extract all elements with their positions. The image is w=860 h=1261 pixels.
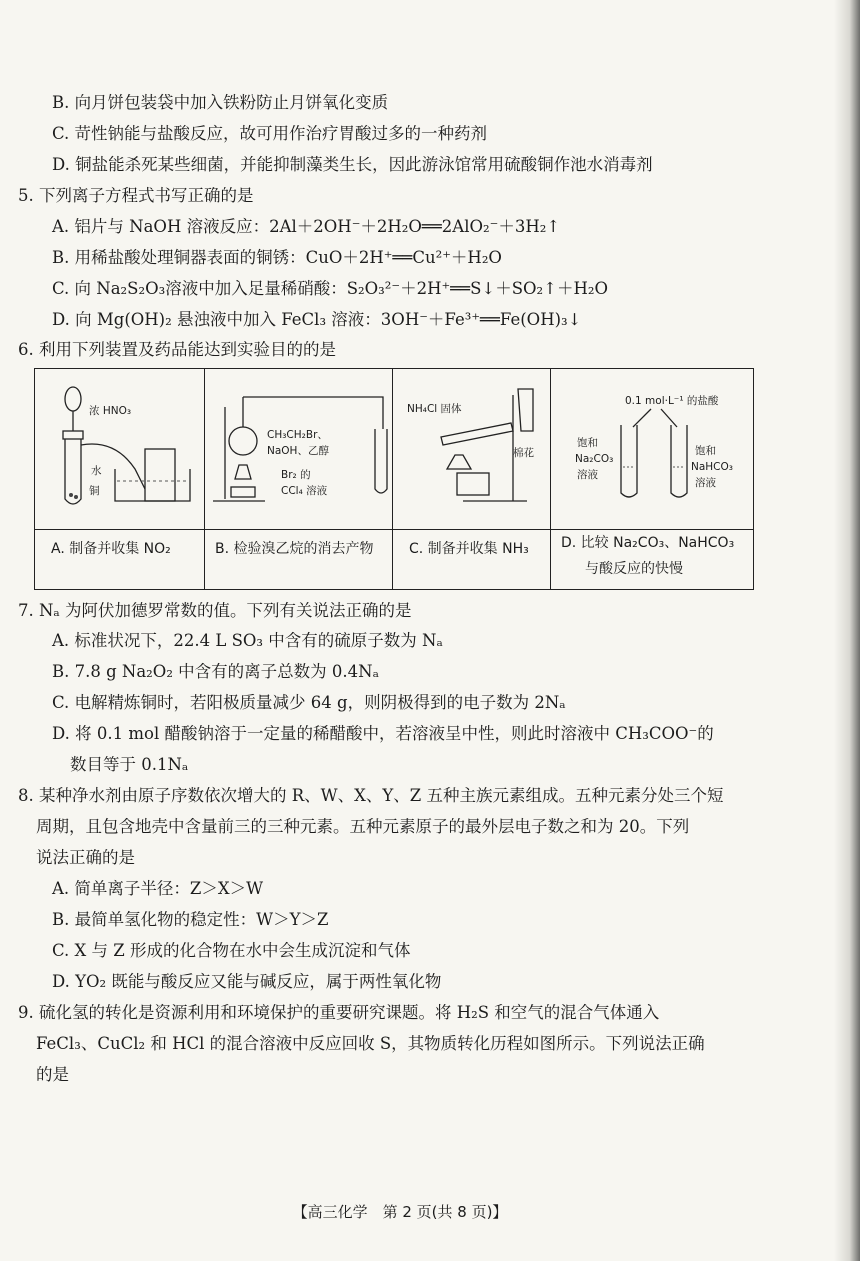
question-7-stem: 7. Nₐ 为阿伏加德罗常数的值。下列有关说法正确的是 xyxy=(18,601,412,620)
apparatus-table xyxy=(34,368,754,590)
label-conc-nitric-acid: 浓 HNO₃ xyxy=(89,405,132,417)
scan-edge-shadow xyxy=(834,0,860,1261)
q8-option-a: A. 简单离子半径：Z＞X＞W xyxy=(52,879,264,898)
label-hydrochloric-acid: 0.1 mol·L⁻¹ 的盐酸 xyxy=(625,395,719,407)
apparatus-a-drawing xyxy=(35,369,205,529)
caption-divider xyxy=(35,529,753,530)
question-9-stem-line3: 的是 xyxy=(36,1065,69,1084)
question-9-stem-line1: 9. 硫化氢的转化是资源利用和环境保护的重要研究课题。将 H₂S 和空气的混合气体通入 xyxy=(18,1003,660,1022)
q7-option-c: C. 电解精炼铜时，若阳极质量减少 64 g，则阴极得到的电子数为 2Nₐ xyxy=(52,693,566,712)
label-ccl4-solution: CCl₄ 溶液 xyxy=(281,485,328,497)
label-water: 水 xyxy=(91,465,102,477)
label-naoh-ethanol: NaOH、乙醇 xyxy=(267,445,329,457)
q5-option-b: B. 用稀盐酸处理铜器表面的铜锈：CuO＋2H⁺══Cu²⁺＋H₂O xyxy=(52,248,502,267)
label-solution-right: 溶液 xyxy=(695,477,716,489)
label-nahco3: NaHCO₃ xyxy=(691,461,733,473)
q5-option-c: C. 向 Na₂S₂O₃溶液中加入足量稀硝酸：S₂O₃²⁻＋2H⁺══S↓＋SO₂↑＋H₂O xyxy=(52,279,608,298)
q7-option-d-line1: D. 将 0.1 mol 醋酸钠溶于一定量的稀醋酸中，若溶液呈中性，则此时溶液中 CH₃COO⁻的 xyxy=(52,724,714,743)
question-8-stem-line2: 周期，且包含地壳中含量前三的三种元素。五种元素原子的最外层电子数之和为 20。下列 xyxy=(36,817,690,836)
q7-option-d-line2: 数目等于 0.1Nₐ xyxy=(70,755,189,774)
q5-option-a: A. 铝片与 NaOH 溶液反应：2Al＋2OH⁻＋2H₂O══2AlO₂⁻＋3H₂↑ xyxy=(52,217,561,236)
label-nh4cl-solid: NH₄Cl 固体 xyxy=(407,403,462,415)
label-na2co3: Na₂CO₃ xyxy=(575,453,614,465)
label-saturated-right: 饱和 xyxy=(695,445,716,457)
question-9-stem-line2: FeCl₃、CuCl₂ 和 HCl 的混合溶液中反应回收 S，其物质转化历程如图所示。下列说法正确 xyxy=(36,1034,705,1053)
q7-option-b: B. 7.8 g Na₂O₂ 中含有的离子总数为 0.4Nₐ xyxy=(52,662,379,681)
q4-option-d: D. 铜盐能杀死某些细菌，并能抑制藻类生长，因此游泳馆常用硫酸铜作池水消毒剂 xyxy=(52,155,653,174)
q8-option-d: D. YO₂ 既能与酸反应又能与碱反应，属于两性氧化物 xyxy=(52,972,442,991)
label-copper: 铜 xyxy=(89,485,100,497)
caption-d-line1: D. 比较 Na₂CO₃、NaHCO₃ xyxy=(561,535,735,551)
q8-option-b: B. 最简单氢化物的稳定性：W＞Y＞Z xyxy=(52,910,329,929)
question-8-stem-line3: 说法正确的是 xyxy=(36,848,135,867)
caption-b: B. 检验溴乙烷的消去产物 xyxy=(215,541,374,557)
q4-option-b: B. 向月饼包装袋中加入铁粉防止月饼氧化变质 xyxy=(52,93,389,112)
caption-d-line2: 与酸反应的快慢 xyxy=(585,561,683,577)
question-6-stem: 6. 利用下列装置及药品能达到实验目的的是 xyxy=(18,340,336,359)
label-bromine: Br₂ 的 xyxy=(281,469,311,481)
label-bromoethane: CH₃CH₂Br、 xyxy=(267,429,328,441)
q4-option-c: C. 苛性钠能与盐酸反应，故可用作治疗胃酸过多的一种药剂 xyxy=(52,124,488,143)
label-solution-left: 溶液 xyxy=(577,469,598,481)
caption-a: A. 制备并收集 NO₂ xyxy=(51,541,171,557)
q5-option-d: D. 向 Mg(OH)₂ 悬浊液中加入 FeCl₃ 溶液：3OH⁻＋Fe³⁺══Fe(OH)₃↓ xyxy=(52,310,582,329)
q7-option-a: A. 标准状况下，22.4 L SO₃ 中含有的硫原子数为 Nₐ xyxy=(52,631,443,650)
question-8-stem-line1: 8. 某种净水剂由原子序数依次增大的 R、W、X、Y、Z 五种主族元素组成。五种元素分处三个短 xyxy=(18,786,724,805)
label-saturated-left: 饱和 xyxy=(577,437,598,449)
question-5-stem: 5. 下列离子方程式书写正确的是 xyxy=(18,186,254,205)
label-cotton: 棉花 xyxy=(513,447,534,459)
q8-option-c: C. X 与 Z 形成的化合物在水中会生成沉淀和气体 xyxy=(52,941,411,960)
caption-c: C. 制备并收集 NH₃ xyxy=(409,541,529,557)
page-footer: 【高三化学 第 2 页(共 8 页)】 xyxy=(292,1203,508,1221)
